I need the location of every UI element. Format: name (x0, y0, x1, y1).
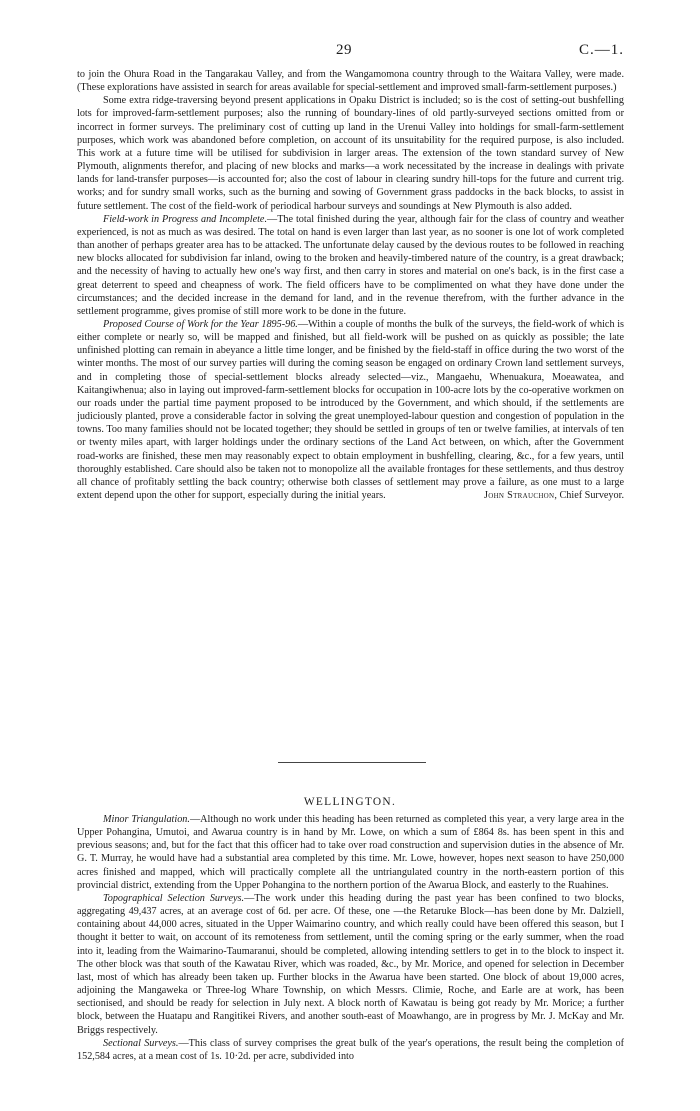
page-number: 29 (336, 42, 352, 58)
paragraph-explorations: to join the Ohura Road in the Tangarakau Valley, and from the Wangamomona country through to the Waitara Valley, were made. (These explorations have assisted in search for areas available for special-settlement and improved small-farm-settlement purposes.) (77, 69, 624, 94)
paragraph-field-work-in-progress (77, 213, 624, 318)
paragraph-minor-triangulation (77, 813, 624, 892)
subheading-sectional-surveys: Sectional Surveys. (103, 1037, 179, 1049)
paragraph-topographical-selection (77, 892, 624, 1037)
subheading-proposed-course: Proposed Course of Work for the Year 1895-96. (103, 318, 298, 330)
sectional-surveys-body: —This class of survey comprises the great bulk of the year's operations, the result being the completion of 152,584 acres, at a mean cost of 1s. 10·2d. per acre, subdivided into (77, 1037, 625, 1062)
subheading-minor-triangulation: Minor Triangulation. (103, 814, 190, 825)
page-header (0, 44, 700, 64)
proposed-course-body: —Within a couple of months the bulk of the surveys, the field-work of which is either complete or nearly so, will be mapped and finished, but all field-work will be pushed on as quickly as possible; the late unfinished plotting can remain in abeyance a little time longer, and be finished by the field-staff in office during the two worst of the winter months. The most of our survey parties will during the coming season be engaged on ordinary Crown land settlement surveys, and in completing those of special-settlement blocks already selected—viz., Mangaehu, Whenuakura, Moeawatea, and Kaitangiwhenua; also in laying out improved-farm-settlement blocks for occupation in 100-acre lots by the co-operative workmen on our roads under the partial time payment proposed to be introduced by the Government, and which should, if the settlements are judiciously planted, prove a considerable factor in solving the great unemployed-labour question and congestion of population in the towns. Too many families should not be located together; they should be settled in groups of ten or twelve families, at intervals of ten or twenty miles apart, with larger holdings under the ordinary sections of the Land Act between, on which, after the Government road-works are finished, these men may reasonably expect to obtain employment in bushfelling, clearing, &c., for a few years, until thoroughly established. Care should also be taken not to monopolize all the available frontages for these settlements, and thus destroy all chance of profitably settling the back country; otherwise both classes of settlement may prove a failure, as one must to a large extent depend upon the other for support, especially during the initial years. (77, 318, 624, 501)
paragraph-proposed-course (77, 318, 624, 502)
taranaki-report-continuation (77, 68, 624, 502)
signature-name: John Strauchon (483, 490, 555, 501)
wellington-report (77, 813, 624, 1063)
section-divider (278, 762, 426, 763)
paragraph-sectional-surveys (77, 1037, 624, 1063)
minor-triangulation-body: —Although no work under this heading has been returned as completed this year, a very large area in the Upper Pohangina, Umutoi, and Awarua country is in hand by Mr. Lowe, on which a sum of £864 8s. has been spent in this and previous seasons; and, but for the fact that this officer had to take over road construction and supervision duties in the absence of Mr. G. T. Murray, he would have had a substantial area completed by this time. Mr. Lowe, however, hopes next season to have 250,000 acres finished and mapped, which will practically complete all the untriangulated country in the north-eastern portion of this provincial district, extending from the Upper Pohangina to the northern portion of the Awarua Block, and easterly to the Ruahines. (77, 814, 624, 891)
paragraph-opaku-district: Some extra ridge-traversing beyond present applications in Opaku District is included; so is the cost of setting-out bushfelling lots for improved-farm-settlement purposes; also the running of boundary-lines of old partly-surveyed sections omitted from or incorrect in former surveys. The preliminary cost of cutting up land in the Urenui Valley into holdings for small-farm-settlement purposes, which work was abandoned before completion, on account of its unsuitability for the required purpose, is also included. This work at a future time will be utilised for subdivision in larger areas. The extension of the town standard survey of New Plymouth, alignments therefor, and placing of new blocks and marks—a work necessitated by the increase in dealings with private lands for land-transfer purposes—is accounted for; also the cost of labour in clearing sundry hill-tops for the future and current trig. works; and for sundry small works, such as the burning and sowing of Government grass paddocks in the back blocks, to assist in future settlement. The cost of the field-work of periodical harbour surveys and soundings at New Plymouth is also added. (77, 95, 624, 212)
document-reference: C.—1. (578, 42, 624, 58)
signature-title: , Chief Surveyor. (554, 490, 624, 501)
subheading-field-work: Field-work in Progress and Incomplete. (103, 213, 267, 225)
signature (458, 489, 624, 502)
topographical-selection-body: —The work under this heading during the past year has been confined to two blocks, aggregating 49,437 acres, at an average cost of 6d. per acre. Of these, one —the Retaruke Block—has been done by Mr. Dalziell, containing about 44,000 acres, situated in the Upper Waimarino country, and which really could have been offered this season, but I thought it better to wait, on account of its remoteness from settlement, until the coming spring or the early summer, when the road into it, leading from the Waimarino-Taumaranui, should be completed, allowing intending settlers to get in to the block to inspect it. The other block was that south of the Kawatau River, which was roaded, &c., by Mr. Morice, and opened for selection in December last, most of which has already been taken up. Further blocks in the Awarua have been started. One block of about 19,000 acres, adjoining the Mangaweka or Three-log Whare Township, on which Messrs. Climie, Roche, and Earle are at work, has been sectionised, and should be ready for selection in July next. A block north of Kawatau is being got ready by Mr. Morice; a further block, between the Huatapu and Rangitikei Rivers, and another south-east of Moawhango, are in progress by Mr. J. McKay and Mr. Briggs respectively. (77, 892, 624, 1036)
section-heading-wellington: WELLINGTON. (303, 796, 397, 808)
subheading-topographical-selection: Topographical Selection Surveys. (103, 892, 245, 904)
field-work-body: —The total finished during the year, although fair for the class of country and weather experienced, is not as much as was desired. The total on hand is even larger than last year, as no sooner is one lot of work completed than another of perhaps greater area has to be attacked. The unfortunate delay caused by the devious routes to be followed in reaching new blocks allocated for subdivision far inland, owing to the broken and heavily-timbered nature of the country, is a great drawback; and the necessity of having to actually hew one's way first, and then carry in stores and material on one's back, is in the first case a great deterrent to speed and cheapness of work. The field officers have to be complimented on what they have done under the circumstances; and the decided increase in the demand for land, and in the revenue therefrom, with the further advance in the settlement programme, gives promise of still more work to be done in the future. (77, 213, 625, 317)
